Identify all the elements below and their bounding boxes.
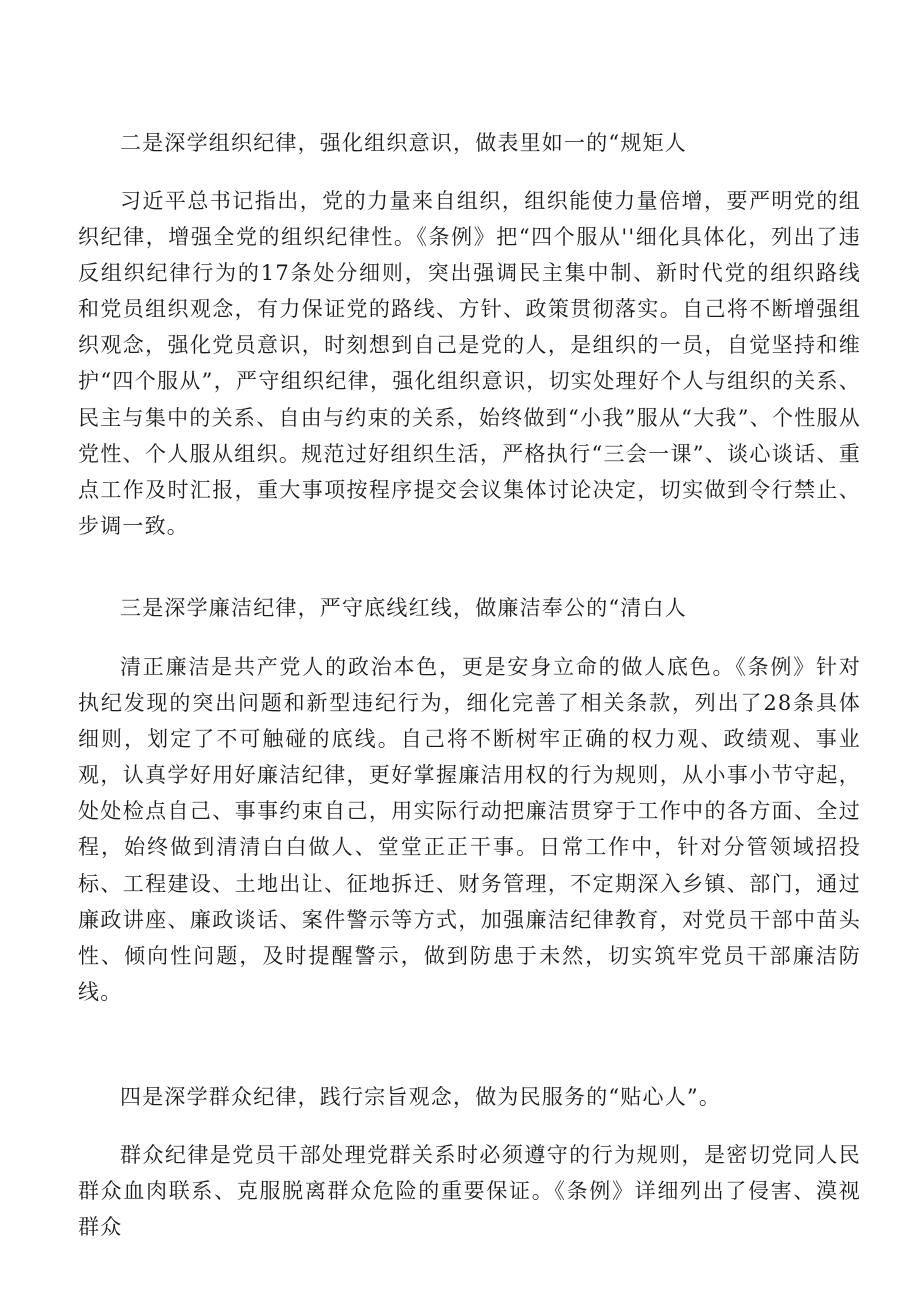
paragraph-organization: 习近平总书记指出，党的力量来自组织，组织能使力量倍增，要严明党的组织纪律，增强全党的组织纪律性。《条例》把“四个服从''细化具体化，列出了违反组织纪律行为的17条处分细则，突出强调民主集中制、新时代党的组织路线和党员组织观念，有力保证党的路线、方针、政策贯彻落实。自己将不断增强组织观念，强化党员意识，时刻想到自己是党的人，是组织的一员，自觉坚持和维护“四个服从”，严守组织纪律，强化组织意识，切实处理好个人与组织的关系、民主与集中的关系、自由与约束的关系，始终做到“小我”服从“大我”、个性服从党性、个人服从组织。规范过好组织生活，严格执行“三会一课”、谈心谈话、重点工作及时汇报，重大事项按程序提交会议集体讨论决定，切实做到令行禁止、步调一致。: [78, 189, 861, 538]
paragraph-masses: 群众纪律是党员干部处理党群关系时必须遵守的行为规则，是密切党同人民群众血肉联系、克服脱离群众危险的重要保证。《条例》详细列出了侵害、漠视群众: [78, 1143, 861, 1240]
section-body-masses: [78, 1137, 861, 1245]
section-body-organization: [78, 183, 861, 544]
section-heading-organization: 二是深学组织纪律，强化组织意识，做表里如一的“规矩人: [120, 131, 687, 155]
section-body-integrity: [78, 649, 861, 1010]
section-heading-masses: 四是深学群众纪律，践行宗旨观念，做为民服务的“贴心人”。: [120, 1085, 722, 1109]
paragraph-integrity: 清正廉洁是共产党人的政治本色，更是安身立命的做人底色。《条例》针对执纪发现的突出问题和新型违纪行为，细化完善了相关条款，列出了28条具体细则，划定了不可触碰的底线。自己将不断树牢正确的权力观、政绩观、事业观，认真学好用好廉洁纪律，更好掌握廉洁用权的行为规则，从小事小节守起，处处检点自己、事事约束自己，用实际行动把廉洁贯穿于工作中的各方面、全过程，始终做到清清白白做人、堂堂正正干事。日常工作中，针对分管领域招投标、工程建设、土地出让、征地拆迁、财务管理，不定期深入乡镇、部门，通过廉政讲座、廉政谈话、案件警示等方式，加强廉洁纪律教育，对党员干部中苗头性、倾向性问题，及时提醒警示，做到防患于未然，切实筑牢党员干部廉洁防线。: [78, 655, 861, 1004]
section-heading-integrity: 三是深学廉洁纪律，严守底线红线，做廉洁奉公的“清白人: [120, 596, 687, 620]
